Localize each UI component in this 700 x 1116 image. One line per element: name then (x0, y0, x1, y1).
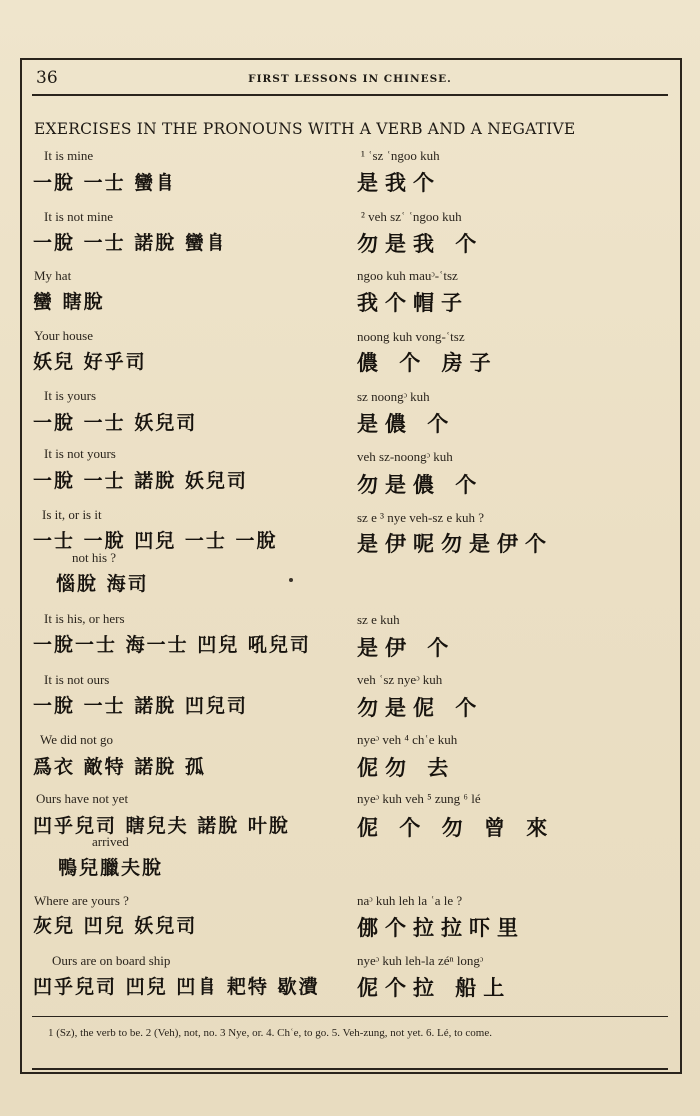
entry-gloss: Is it, or is it (42, 507, 102, 522)
entry-romanization: nyeᵓ kuh veh ⁵ zung ⁶ lé (357, 791, 481, 806)
entry-gloss: It is not ours (44, 672, 110, 687)
entry-chars: 凹乎兒司 瞎兒夫 諾脫 叶脫 (33, 815, 290, 837)
entry-chars: 爲衣 敵特 諾脫 孤 (33, 756, 206, 778)
entry-romanization: nyeᵓ veh ⁴ chʿe kuh (357, 732, 458, 747)
entry-romanization: sz e kuh (357, 612, 400, 627)
entry-chinese: 伲个拉 船上 (357, 976, 512, 1000)
entry-gloss: It is mine (44, 148, 94, 163)
entry-gloss: Ours have not yet (36, 791, 129, 806)
page-header (32, 66, 668, 96)
entry-romanization: nyeᵓ kuh leh-la zéⁿ longᵓ (357, 953, 484, 968)
running-title: FIRST LESSONS IN CHINESE. (248, 73, 452, 85)
page-number: 36 (36, 68, 58, 88)
entry-chars: 灰兒 凹兒 妖兒司 (33, 915, 198, 937)
entry-chars: 一脫 一士 蠻𨸏 (33, 172, 177, 194)
entry-chinese: 是儂 个 (357, 412, 456, 436)
entry-romanization: ¹ ʿsz ʿngoo kuh (361, 148, 440, 163)
entry-gloss: Your house (34, 328, 93, 343)
entry-gloss-continued: not his ? (72, 550, 117, 565)
entry-gloss: It is not mine (44, 209, 113, 224)
entry-gloss: It is yours (44, 388, 96, 403)
entry-chars: 一脫 一士 諾脫 妖兒司 (33, 470, 248, 492)
entry-chinese: 是伊呢勿是伊个 (357, 532, 553, 556)
entry-gloss: My hat (34, 268, 72, 283)
entry-chars-continued: 惱脫 海司 (56, 573, 149, 595)
ink-dot (289, 578, 293, 582)
entry-romanization: sz e ³ nye veh-sz e kuh ? (357, 510, 484, 525)
entry-gloss-continued: arrived (92, 834, 129, 849)
entry-chars: 一脫 一士 妖兒司 (33, 412, 198, 434)
entry-gloss: It is his, or hers (44, 611, 125, 626)
entry-gloss: Where are yours ? (34, 893, 129, 908)
entry-romanization: veh sz-noongᵓ kuh (357, 449, 453, 464)
section-title: EXERCISES IN THE PRONOUNS WITH A VERB AND A NEGATIVE (34, 120, 576, 138)
entry-gloss: It is not yours (44, 446, 116, 461)
entry-chinese: 伲勿 去 (357, 756, 456, 780)
entry-romanization: sz noongᵓ kuh (357, 389, 430, 404)
entry-romanization: ² veh szʿ ʿngoo kuh (361, 209, 462, 224)
entry-chars: 一脫 一士 諾脫 蠻𨸏 (33, 232, 227, 254)
entry-romanization: veh ʿsz nyeᵓ kuh (357, 672, 443, 687)
entry-chinese: 我个帽子 (357, 291, 469, 315)
bottom-rule (32, 1068, 668, 1070)
entry-chars-continued: 鴨兒臘夫脫 (58, 857, 164, 879)
entry-romanization: naᵓ kuh leh la ʿa le ? (357, 893, 463, 908)
footnote-rule (32, 1016, 668, 1017)
entry-chinese: 勿是我 个 (357, 232, 484, 256)
entry-chars: 凹乎兒司 凹兒 凹𨸏 耙特 歇㵒 (33, 976, 320, 998)
entry-romanization: noong kuh vong-ʿtsz (357, 329, 465, 344)
entry-romanization: ngoo kuh mauᵓ-ʿtsz (357, 268, 458, 283)
entry-chinese: 㑚个拉拉吓里 (357, 916, 525, 940)
entry-chinese: 是我个 (357, 171, 441, 195)
entry-chars: 蠻 瞎脫 (33, 291, 105, 313)
entry-chars: 一脫 一士 諾脫 凹兒司 (33, 695, 248, 717)
entry-chinese: 儂 个 房子 (357, 351, 498, 375)
entry-gloss: Ours are on board ship (52, 953, 171, 968)
entry-chinese: 勿是伲 个 (357, 696, 484, 720)
entry-gloss: We did not go (40, 732, 113, 747)
entry-chars: 妖兒 好乎司 (33, 351, 147, 373)
entry-chinese: 伲 个 勿 曾 來 (357, 816, 555, 840)
footnote: 1 (Sz), the verb to be. 2 (Veh), not, no. 3 Nye, or. 4. Chʿe, to go. 5. Veh-zung, not yet. 6. Lé, to come. (48, 1027, 492, 1039)
entry-chars: 一脫一士 海一士 凹兒 吼兒司 (33, 634, 311, 656)
entry-chinese: 是伊 个 (357, 636, 456, 660)
entry-chinese: 勿是儂 个 (357, 473, 484, 497)
entry-chars: 一士 一脫 凹兒 一士 一脫 (33, 530, 278, 552)
